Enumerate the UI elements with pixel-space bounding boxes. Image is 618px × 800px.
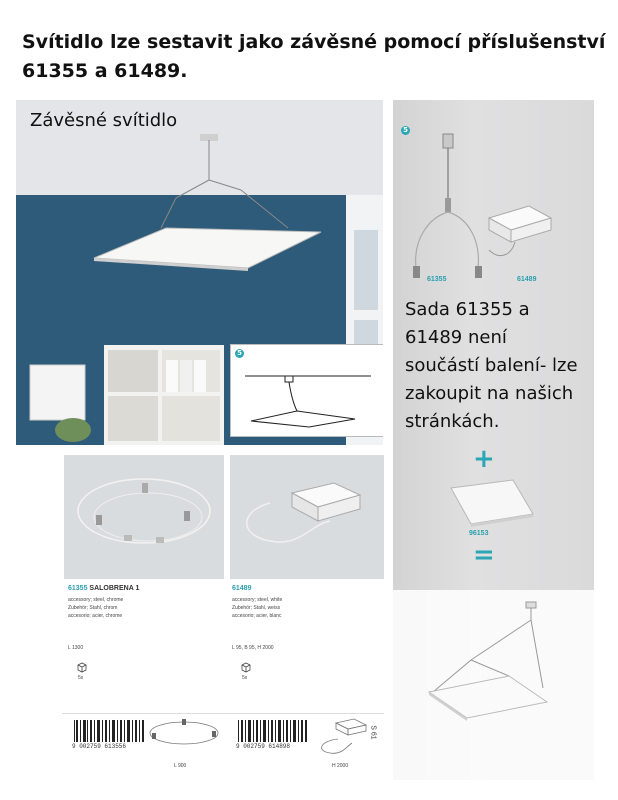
item2-barcode-number: 9 002759 614898 [236,743,291,750]
item2-image [230,455,384,579]
item1-code: 61355 [68,585,88,592]
note-line: součástí balení- lze [405,355,578,376]
item1-barcode-number: 9 002759 613556 [72,743,127,750]
page-heading [22,28,612,86]
catalog-section [62,455,384,773]
note-line: Sada 61355 a [405,299,530,320]
canopy-illustration [230,455,384,579]
room-caption: Závěsné svítidlo [30,110,178,131]
availability-note [405,296,590,436]
equals-sign: = [473,540,495,570]
assembled-luminaire [393,590,594,790]
heading-line-1: Svítidlo lze sestavit jako závěsné pomocí příslušenství [22,31,606,53]
note-line: 61489 není [405,327,507,348]
room-photo [16,100,383,445]
item1-image [64,455,224,579]
item2-title [232,585,251,592]
item1-name: SALOBRENA 1 [89,585,140,592]
item2-bottom-dimension: H 2000 [332,763,349,769]
code-label-left: 61355 [427,276,447,283]
accessory-badge: 5 [401,126,410,135]
suspension-diagram [231,345,383,436]
item1-pack-qty: 5x [78,675,84,681]
divider [62,713,384,714]
item2-outline-drawing [312,717,372,757]
plus-sign: + [473,444,495,474]
desc-line: accessory; steel, white [232,597,283,603]
code-label-right: 61489 [517,276,537,283]
desc-line: accessory; steel, chrome [68,597,124,603]
desc-line: accesorio; acier, chrome [68,613,123,619]
accessory-panel [393,100,594,780]
item1-bottom-dimension: L 900 [174,763,187,769]
item1-description [68,596,123,620]
item1-title [68,585,139,592]
panel-code: 96153 [469,530,489,537]
desc-line: Zubehör; Stahl, weiss [232,605,281,611]
item2-side-code: S 61 [369,725,377,740]
note-line: zakoupit na našich [405,383,574,404]
item2-pack-qty: 5x [242,675,248,681]
cable-set-illustration [64,455,224,579]
item2-code: 61489 [232,585,252,592]
desc-line: accesorio; acier, blanc [232,613,282,619]
note-line: stránkách. [405,411,500,432]
item1-outline-drawing [144,715,224,749]
inset-badge: 5 [235,349,244,358]
desc-line: Zubehör; Stahl, chrom [68,605,118,611]
suspension-inset [230,344,383,437]
package-icon [76,661,88,673]
barcode-icon [74,720,144,742]
item2-dimension: L 95, B 95, H 2000 [232,645,274,651]
item2-description [232,596,282,620]
heading-line-2: 61355 a 61489. [22,60,188,82]
barcode-icon [238,720,308,742]
item1-dimension: L 1300 [68,645,84,651]
package-icon [240,661,252,673]
accessory-illustration [393,100,594,300]
